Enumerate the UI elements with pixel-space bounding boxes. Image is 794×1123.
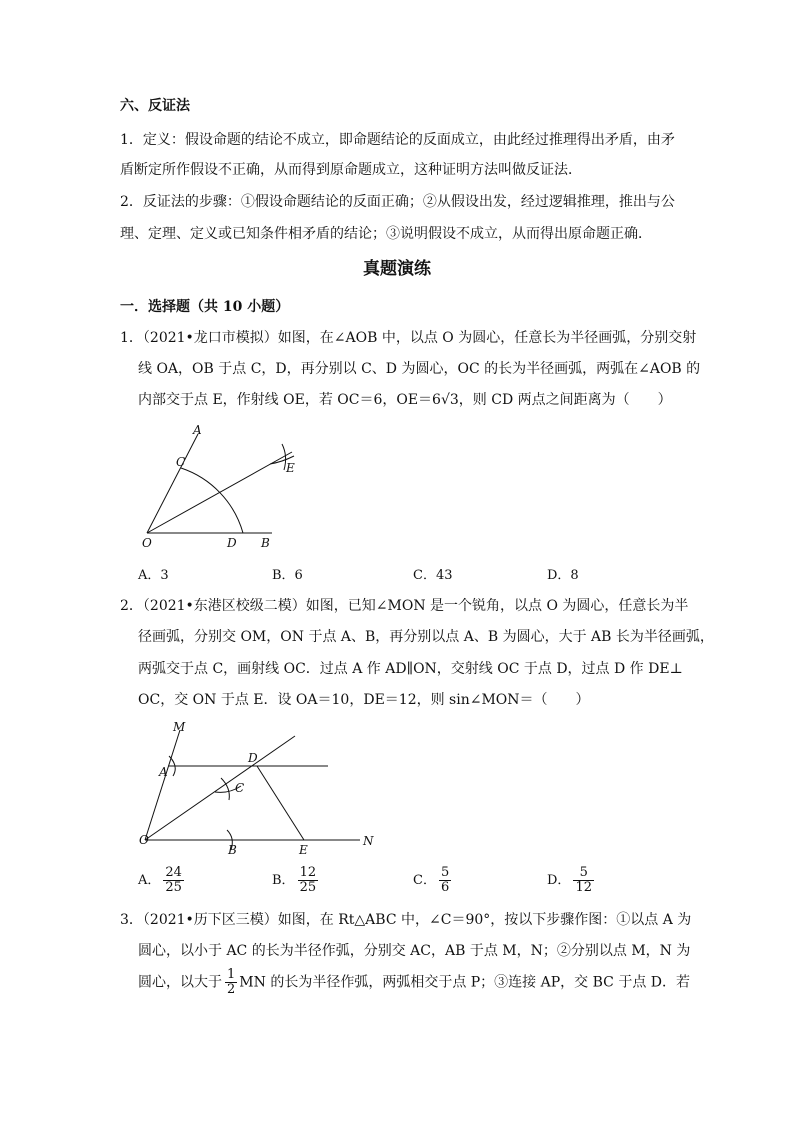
label-a: A: [193, 423, 202, 437]
q2-option-c-label: C．: [413, 873, 436, 888]
q1-line-3: 内部交于点 E，作射线 OE，若 OC＝6，OE＝6√3，则 CD 两点之间距离为（ ）: [138, 392, 672, 408]
ray-om: [145, 730, 180, 840]
q3-half-fraction: [225, 968, 237, 997]
label-d: D: [227, 536, 237, 550]
q2-option-d-label: D．: [547, 873, 571, 888]
q1-option-a[interactable]: A．3: [138, 568, 169, 583]
label-e: E: [299, 843, 308, 857]
q2-option-d[interactable]: [547, 866, 594, 895]
label-c: C: [235, 781, 245, 795]
part-title: 一．选择题（共 10 小题）: [120, 299, 290, 315]
q3-line-3: [138, 968, 698, 997]
definition-line-2: 盾断定所作假设不正确，从而得到原命题成立，这种证明方法叫做反证法．: [120, 162, 582, 178]
q3-frac-den: 2: [227, 982, 236, 997]
q2-line-3: 两弧交于点 C，画射线 OC．过点 A 作 AD∥ON，交射线 OC 于点 D，过点 D 作 DE⊥: [138, 661, 683, 677]
q2-option-d-den: 12: [575, 880, 592, 895]
steps-line-2: 理、定理、定义或已知条件相矛盾的结论；③说明假设不成立，从而得出原命题正确．: [120, 226, 652, 242]
q2-option-a-fraction: [163, 866, 184, 895]
label-b: B: [228, 843, 237, 857]
label-e: E: [286, 461, 295, 475]
q2-option-c[interactable]: [413, 866, 451, 895]
q2-option-a-label: A．: [138, 873, 161, 888]
practice-title: 真题演练: [363, 259, 431, 279]
q2-figure: [135, 718, 385, 860]
q2-option-b-den: 25: [299, 880, 317, 895]
q1-option-d[interactable]: D．8: [547, 568, 579, 583]
label-m: M: [173, 720, 186, 734]
label-b: B: [261, 536, 270, 550]
q3-frac-num: 1: [227, 967, 236, 982]
q1-line-1: 1．（2021•龙口市模拟）如图，在∠AOB 中，以点 O 为圆心，任意长为半径画弧，分别交射: [120, 330, 697, 346]
label-o: O: [142, 536, 152, 550]
ray-oc: [145, 736, 295, 840]
steps-line-1: 2．反证法的步骤：①假设命题结论的反面正确；②从假设出发，经过逻辑推理，推出与公: [120, 194, 675, 210]
q1-option-b[interactable]: B．6: [272, 568, 303, 583]
q1-line-2: 线 OA，OB 于点 C，D，再分别以 C、D 为圆心，OC 的长为半径画弧，两弧在∠AOB 的: [138, 361, 701, 377]
q2-option-b[interactable]: [272, 866, 318, 895]
q2-line-4: OC，交 ON 于点 E．设 OA＝10，DE＝12，则 sin∠MON＝（ ）: [138, 692, 590, 708]
q2-option-c-num: 5: [440, 865, 450, 880]
q2-line-1: 2．（2021•东港区校级二模）如图，已知∠MON 是一个锐角，以点 O 为圆心，任意长为半: [120, 598, 689, 614]
q2-line-2: 径画弧，分别交 OM，ON 于点 A、B，再分别以点 A、B 为圆心，大于 AB 长为半径画弧，: [138, 629, 714, 645]
arc-cd: [181, 468, 243, 533]
q2-option-c-fraction: [439, 866, 451, 895]
section-heading: 六、反证法: [120, 98, 190, 114]
label-o: O: [139, 833, 149, 847]
q2-option-a-num: 24: [165, 865, 182, 880]
q2-option-a-den: 25: [165, 880, 182, 895]
q3-line-3-end: MN 的长为半径作弧，两弧相交于点 P；③连接 AP，交 BC 于点 D．若: [239, 974, 691, 991]
q2-option-d-fraction: [573, 866, 594, 895]
q1-figure: [130, 420, 310, 555]
segment-de: [257, 766, 304, 840]
q1-option-c[interactable]: C．43: [413, 568, 453, 583]
q3-line-3-start: 圆心，以大于: [138, 974, 222, 991]
q3-line-1: 3．（2021•历下区三模）如图，在 Rt△ABC 中，∠C＝90°，按以下步骤作图：①以点 A 为: [120, 912, 692, 928]
q2-option-c-den: 6: [440, 880, 450, 895]
q3-line-2: 圆心，以小于 AC 的长为半径作弧，分别交 AC，AB 于点 M，N；②分别以点 M，N 为: [138, 943, 691, 959]
q2-option-b-fraction: [298, 866, 319, 895]
q2-option-d-num: 5: [573, 866, 594, 881]
label-d: D: [248, 751, 258, 765]
definition-line-1: 1．定义：假设命题的结论不成立，即命题结论的反面成立，由此经过推理得出矛盾，由矛: [120, 132, 675, 148]
arc-c-1: [221, 778, 229, 800]
q2-option-b-label: B．: [272, 873, 295, 888]
ray-oa: [147, 434, 198, 533]
label-a: A: [159, 765, 168, 779]
label-n: N: [363, 834, 374, 848]
q2-option-b-num: 12: [299, 865, 317, 880]
q2-option-a[interactable]: [138, 866, 184, 895]
label-c: C: [176, 455, 186, 469]
